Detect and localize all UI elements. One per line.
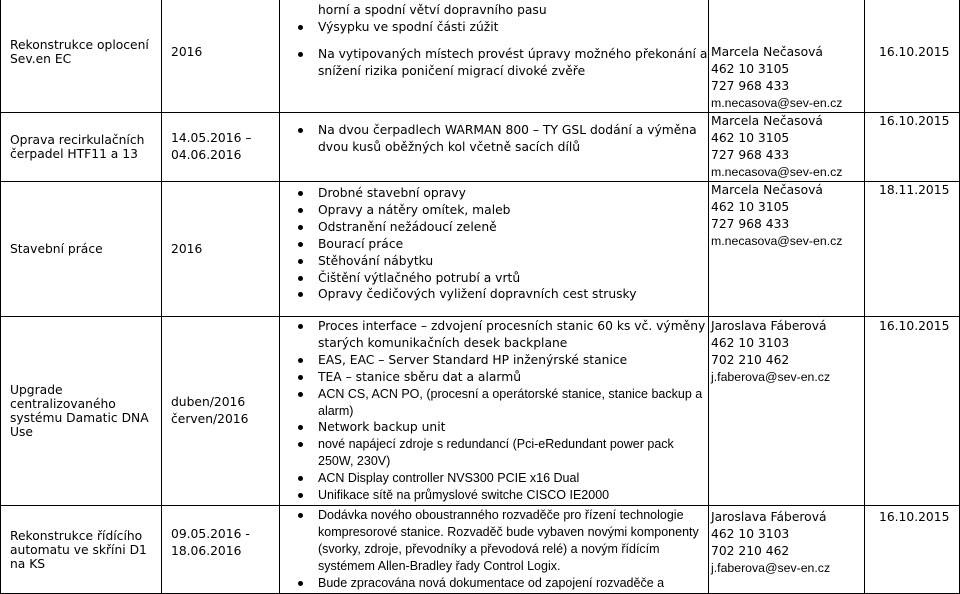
list-item: Bude zpracována nová dokumentace od zapojení rozvaděče a [280,575,708,592]
contact-name: Marcela Nečasová [711,45,823,59]
list-item: Network backup unit [280,419,708,436]
list-item: Stěhování nábytku [280,253,708,270]
list-item: EAS, EAC – Server Standard HP inženýrské stanice [280,352,708,369]
list-item: Bourací práce [280,236,708,253]
date-text: 18.06.2016 [171,544,242,558]
date-text: duben/2016 [171,395,246,409]
date-text: 09.05.2016 - [171,527,250,541]
item-list [280,185,708,303]
project-name: Rekonstrukce oplocení Sev.en EC [10,38,149,66]
deadline-cell [865,182,960,317]
contact-name: Jaroslava Fáberová [711,510,827,524]
description-cell [280,506,709,594]
project-name: Upgrade centralizovaného systému Damatic DNA Use [10,383,149,439]
deadline-cell [865,317,960,506]
contact-email: m.necasova@sev-en.cz [711,165,843,179]
project-name: Rekonstrukce řídícího automatu ve skříni D1 na KS [10,528,147,571]
description-cell [280,182,709,317]
table-row [1,0,960,113]
deadline: 16.10.2015 [879,114,950,128]
date-text: červen/2016 [171,412,249,426]
date-text: 14.05.2016 – [171,131,252,145]
item-list [280,2,708,80]
date-text: 2016 [171,241,203,256]
list-item: Proces interface – zdvojení procesních stanic 60 ks vč. výměny starých komunikačních desek backplane [280,318,708,352]
project-name-cell [1,113,162,182]
contact-cell [709,113,865,182]
contact-mobile: 727 968 433 [711,217,790,231]
date-cell [162,113,280,182]
deadline: 16.10.2015 [879,45,950,59]
list-item: Výsypku ve spodní části zúžit [280,19,708,36]
table-row [1,182,960,317]
date-cell [162,506,280,594]
list-item: Opravy a nátěry omítek, maleb [280,202,708,219]
date-text: 2016 [171,44,203,59]
contact-mobile: 727 968 433 [711,79,790,93]
deadline-cell [865,506,960,594]
contact-name: Jaroslava Fáberová [711,319,827,333]
contact-email: m.necasova@sev-en.cz [711,234,843,248]
list-item: Odstranění nežádoucí zeleně [280,219,708,236]
list-item: nové napájecí zdroje s redundancí (Pci-eRedundant power pack 250W, 230V) [280,436,708,470]
date-cell [162,317,280,506]
contact-cell [709,0,865,113]
description-cell [280,317,709,506]
contact-email: m.necasova@sev-en.cz [711,96,843,110]
list-item: ACN Display controller NVS300 PCIE x16 Dual [280,470,708,487]
list-item: Na vytipovaných místech provést úpravy možného překonání a snížení rizika poničení migrací divoké zvěře [280,46,708,80]
deadline-cell [865,113,960,182]
item-list [280,507,708,592]
table-row [1,317,960,506]
project-name-cell [1,0,162,113]
list-item: Opravy čedičových vyližení dopravních cest strusky [280,286,708,303]
project-name-cell [1,182,162,317]
item-list [280,318,708,504]
contact-cell [709,506,865,594]
deadline-cell [865,0,960,113]
contact-cell [709,182,865,317]
contact-mobile: 702 210 462 [711,353,790,367]
contact-phone: 462 10 3105 [711,131,790,145]
project-name-cell [1,506,162,594]
deadline: 16.10.2015 [879,319,950,333]
contact-email: j.faberova@sev-en.cz [711,561,831,575]
list-item: Dodávka nového oboustranného rozvaděče pro řízení technologie kompresorové stanice. Rozvaděč bude vybaven novými komponenty (svorky, zdroje, převodníky a převodová relé) a novým řídícím systémem Allen-Bradley řady Control Logix. [280,507,708,575]
table-row [1,113,960,182]
date-cell [162,0,280,113]
list-item: horní a spodní větví dopravního pasu [318,3,547,17]
list-item: Čištění výtlačného potrubí a vrtů [280,270,708,287]
deadline: 18.11.2015 [879,183,950,197]
contact-phone: 462 10 3105 [711,62,790,76]
list-item: Na dvou čerpadlech WARMAN 800 – TY GSL dodání a výměna dvou kusů oběžných kol včetně sacích dílů [280,122,708,156]
item-list [280,122,708,156]
project-name-cell [1,317,162,506]
contact-cell [709,317,865,506]
deadline: 16.10.2015 [879,510,950,524]
project-name: Stavební práce [10,242,103,256]
table-row [1,506,960,594]
list-item: TEA – stanice sběru dat a alarmů [280,369,708,386]
contact-name: Marcela Nečasová [711,114,823,128]
contact-email: j.faberova@sev-en.cz [711,370,831,384]
contact-mobile: 702 210 462 [711,544,790,558]
list-item: ACN CS, ACN PO, (procesní a operátorské stanice, stanice backup a alarm) [280,386,708,420]
list-item: Unifikace sítě na průmyslové switche CISCO IE2000 [280,487,708,504]
contact-phone: 462 10 3103 [711,527,790,541]
list-item: Drobné stavební opravy [280,185,708,202]
description-cell [280,113,709,182]
description-cell [280,0,709,113]
contact-mobile: 727 968 433 [711,148,790,162]
date-text: 04.06.2016 [171,148,242,162]
contact-phone: 462 10 3103 [711,336,790,350]
project-name: Oprava recirkulačních čerpadel HTF11 a 13 [10,133,145,161]
date-cell [162,182,280,317]
contact-name: Marcela Nečasová [711,183,823,197]
contact-phone: 462 10 3105 [711,200,790,214]
